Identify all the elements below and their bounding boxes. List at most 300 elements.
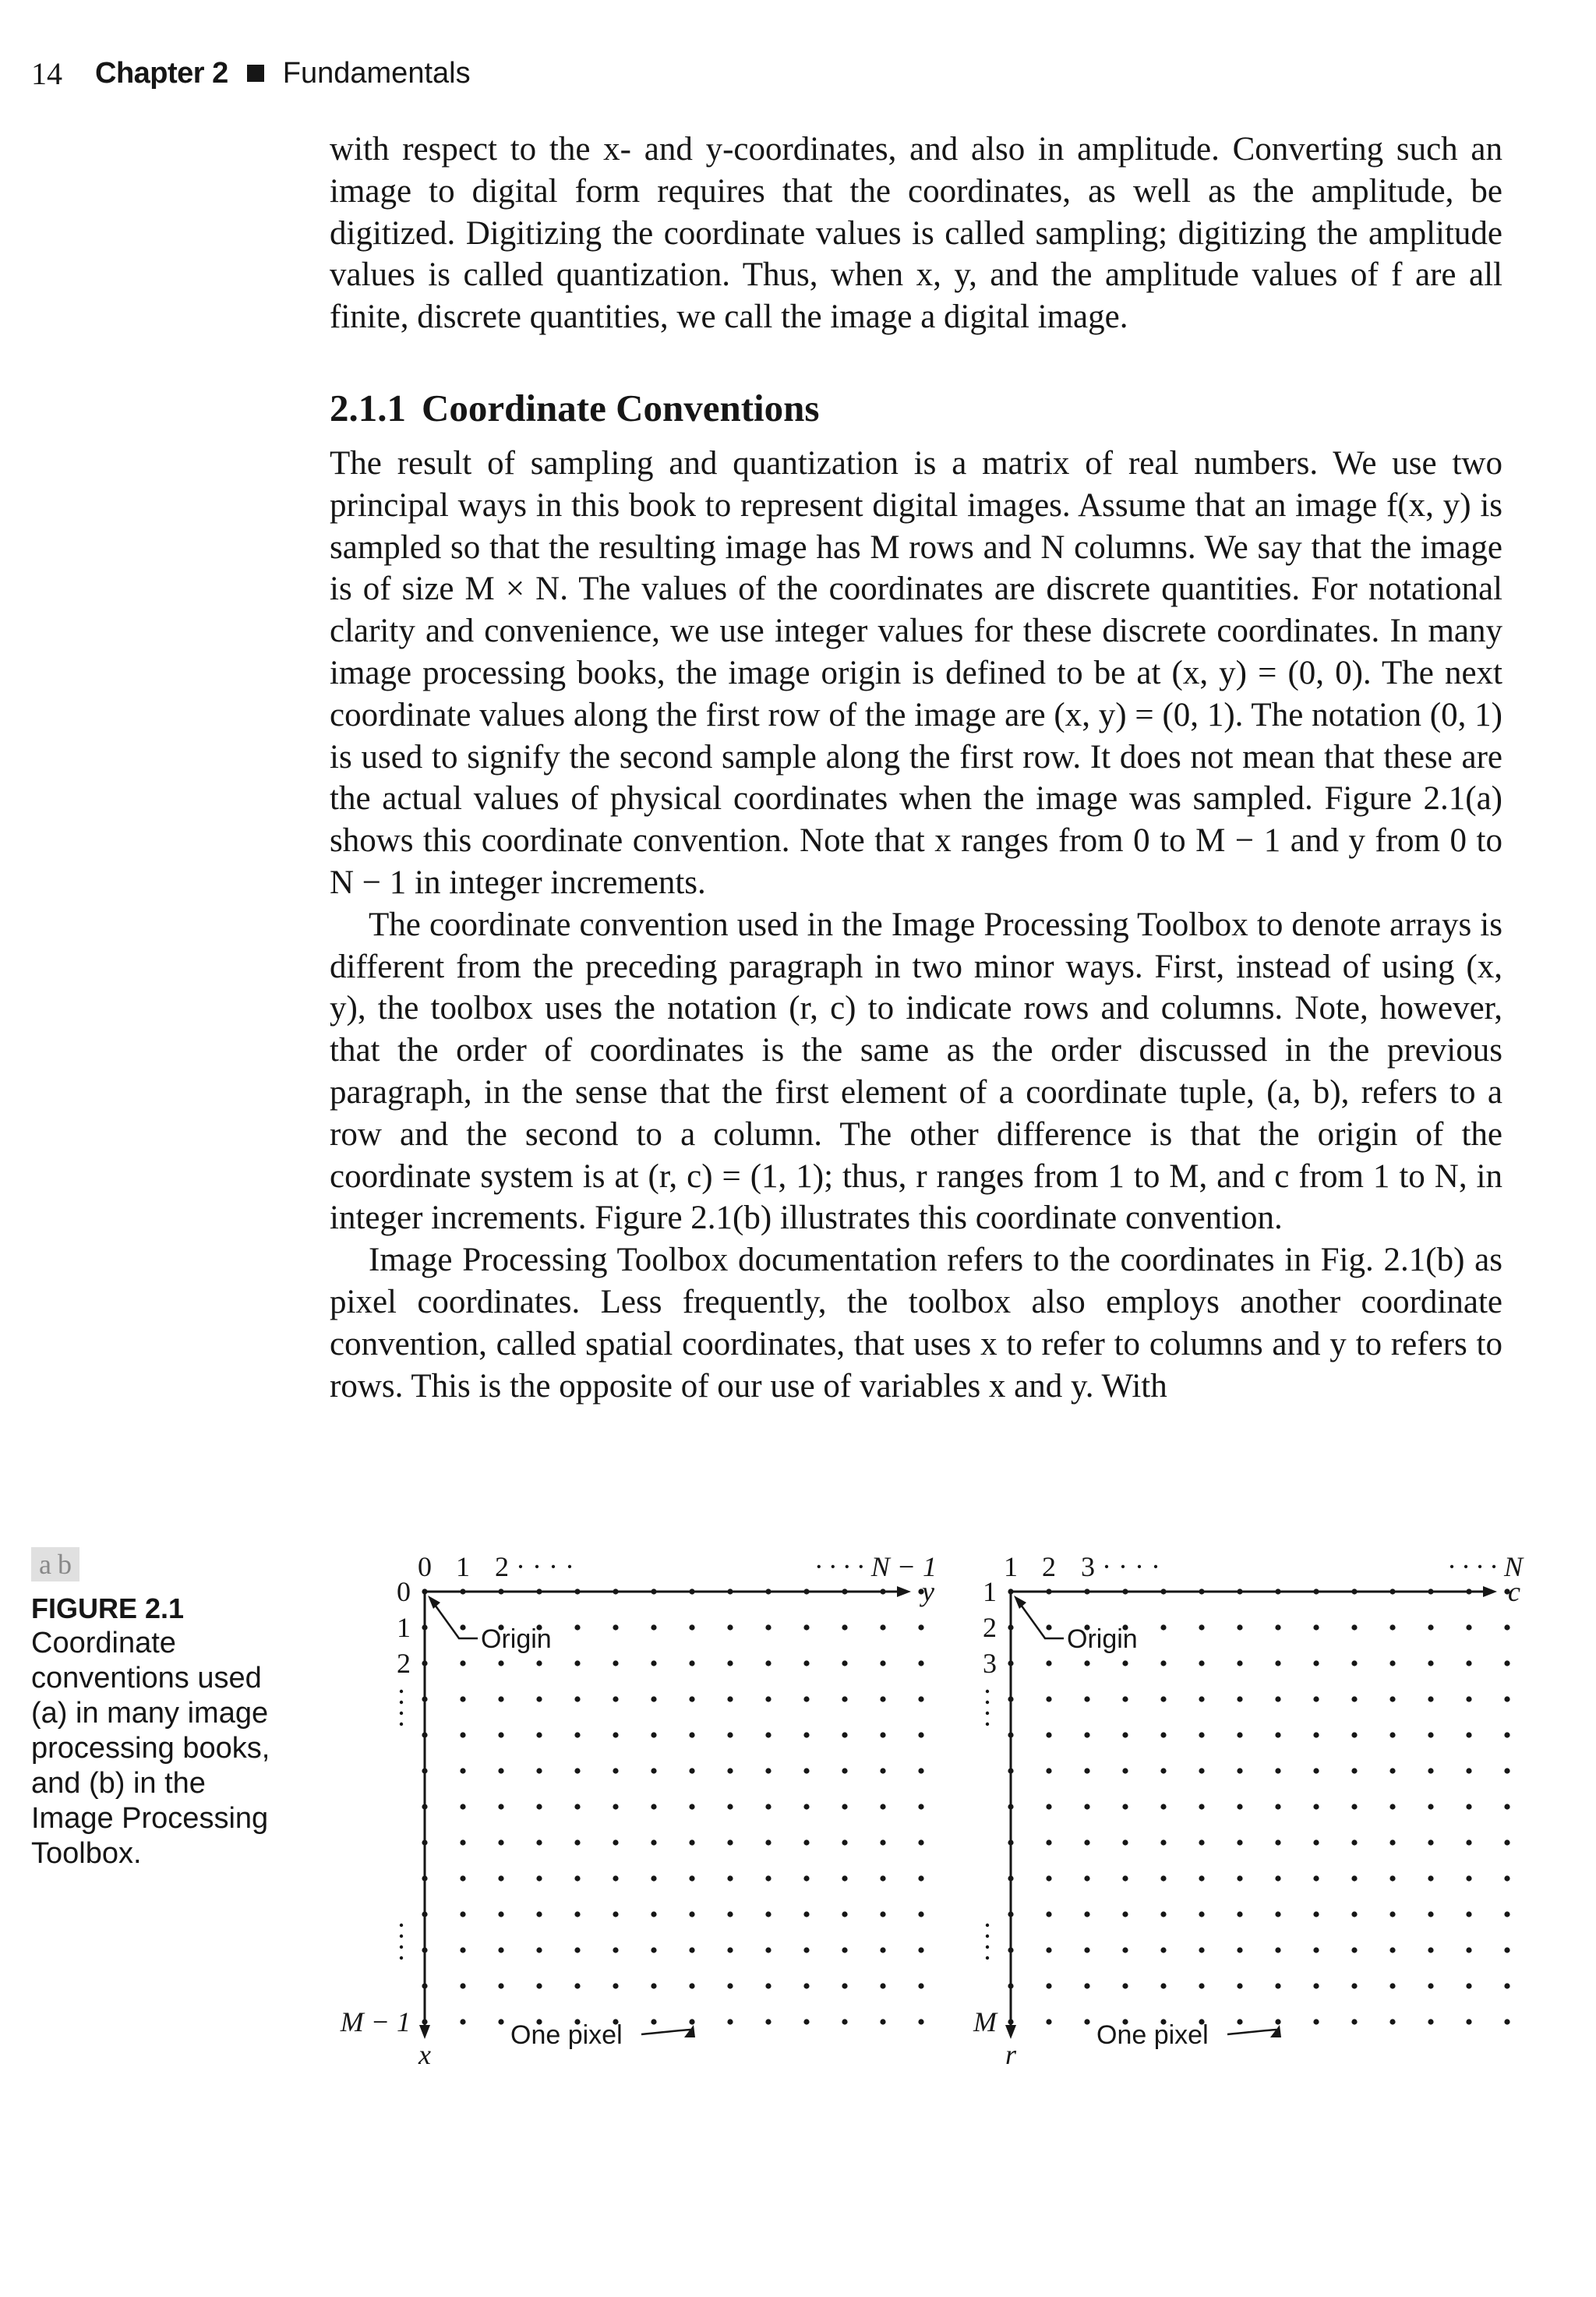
- sample-point: [765, 1624, 771, 1630]
- sample-point: [803, 1875, 809, 1881]
- sample-point: [1237, 1732, 1242, 1737]
- page-number: 14: [31, 55, 62, 91]
- sample-point: [1008, 1839, 1013, 1845]
- origin-pointer-line: [1017, 1599, 1064, 1638]
- sample-point: [1275, 1624, 1280, 1630]
- sample-point: [1313, 1911, 1319, 1917]
- chapter-label: Chapter 2: [95, 56, 228, 90]
- sample-point: [803, 1588, 809, 1594]
- sample-point: [1046, 1947, 1051, 1952]
- sample-point: [1160, 1875, 1166, 1881]
- sample-point: [422, 1624, 427, 1630]
- col-tick-label: 0: [418, 1551, 432, 1582]
- sample-point: [574, 1839, 580, 1845]
- sample-point: [536, 1947, 542, 1952]
- sample-point: [1428, 1983, 1433, 1988]
- sample-point: [842, 1947, 847, 1952]
- sample-point: [918, 1732, 923, 1737]
- sample-point: [1008, 1660, 1013, 1666]
- sample-point: [842, 1624, 847, 1630]
- sample-point: [803, 1732, 809, 1737]
- paragraph-3: Image Processing Toolbox documentation refers to the coordinates in Fig. 2.1(b) as pixel coordinates. Less frequently, the toolbox also employs another coordinate convention, called spatial coordinates, that uses x to refer to columns and y to refers to rows. This is the opposite of our use of variables x and y. With: [330, 1242, 1502, 1405]
- sample-point: [1428, 2019, 1433, 2024]
- sample-point: [613, 1875, 618, 1881]
- horizontal-axis-arrow-icon: [1483, 1586, 1497, 1597]
- sample-point: [1428, 1696, 1433, 1702]
- sample-point: [1313, 1947, 1319, 1952]
- sample-point: [574, 1875, 580, 1881]
- sample-point: [1504, 1732, 1509, 1737]
- sample-point: [1084, 1660, 1089, 1666]
- row-ellipsis-dot: [986, 1956, 989, 1960]
- row-ellipsis-dot: [400, 1712, 403, 1715]
- sample-point: [1428, 1947, 1433, 1952]
- sample-point: [422, 1875, 427, 1881]
- sample-point: [918, 2019, 923, 2024]
- caption-text: Coordinate conventions used (a) in many image processing books, and (b) in the Image Processing Toolbox.: [31, 1627, 270, 1870]
- sample-point: [727, 1624, 733, 1630]
- sample-point: [918, 1804, 923, 1809]
- sample-point: [1313, 1875, 1319, 1881]
- sample-point: [1160, 1768, 1166, 1773]
- sample-point: [1084, 1696, 1089, 1702]
- sample-point: [1008, 1875, 1013, 1881]
- sample-point: [613, 1983, 618, 1988]
- sample-point: [1008, 1732, 1013, 1737]
- sample-point: [1008, 1768, 1013, 1773]
- sample-point: [1351, 1839, 1357, 1845]
- sample-point: [1199, 1875, 1204, 1881]
- sample-point: [1351, 1983, 1357, 1988]
- sample-point: [1351, 1947, 1357, 1952]
- sample-point: [1466, 1660, 1471, 1666]
- sample-point: [1351, 1696, 1357, 1702]
- sample-point: [1084, 1911, 1089, 1917]
- sample-point: [1122, 1804, 1128, 1809]
- sample-point: [689, 1875, 694, 1881]
- sample-point: [1199, 1588, 1204, 1594]
- sample-point: [803, 1947, 809, 1952]
- sample-point: [1008, 1983, 1013, 1988]
- sample-point: [1199, 1624, 1204, 1630]
- sample-point: [422, 1696, 427, 1702]
- sample-point: [1008, 2019, 1013, 2024]
- sample-point: [765, 1768, 771, 1773]
- sample-point: [880, 1875, 885, 1881]
- sample-point: [651, 1660, 656, 1666]
- sample-point: [1084, 2019, 1089, 2024]
- sample-point: [1275, 1696, 1280, 1702]
- sample-point: [880, 1624, 885, 1630]
- sample-point: [422, 1732, 427, 1737]
- sample-point: [1466, 1696, 1471, 1702]
- sample-point: [842, 1696, 847, 1702]
- col-tick-label: · · · · N: [1447, 1551, 1523, 1582]
- sample-point: [498, 1947, 503, 1952]
- sample-point: [1466, 1624, 1471, 1630]
- sample-point: [1160, 1660, 1166, 1666]
- row-ellipsis-dot: [986, 1712, 989, 1715]
- sample-point: [727, 2019, 733, 2024]
- sample-point: [1351, 1588, 1357, 1594]
- sample-point: [1237, 1624, 1242, 1630]
- sample-point: [1237, 1696, 1242, 1702]
- sample-point: [1504, 1911, 1509, 1917]
- sample-point: [1237, 1875, 1242, 1881]
- sample-point: [880, 1839, 885, 1845]
- sample-point: [613, 1624, 618, 1630]
- sample-point: [574, 1911, 580, 1917]
- sample-point: [1389, 1839, 1395, 1845]
- sample-point: [1122, 1911, 1128, 1917]
- sample-point: [1046, 1732, 1051, 1737]
- sample-point: [1046, 1875, 1051, 1881]
- sample-point: [1199, 1732, 1204, 1737]
- sample-point: [651, 1983, 656, 1988]
- sample-point: [1504, 2019, 1509, 2024]
- sample-point: [727, 1660, 733, 1666]
- sample-point: [1237, 1804, 1242, 1809]
- sample-point: [1237, 1911, 1242, 1917]
- sample-point: [1237, 1660, 1242, 1666]
- sample-point: [498, 1660, 503, 1666]
- sample-point: [727, 1804, 733, 1809]
- sample-point: [1046, 1624, 1051, 1630]
- sample-point: [1084, 1768, 1089, 1773]
- sample-point: [1313, 2019, 1319, 2024]
- sample-point: [689, 1588, 694, 1594]
- figure-label: FIGURE 2.1: [31, 1592, 185, 1624]
- sample-point: [842, 1839, 847, 1845]
- sample-point: [1351, 1804, 1357, 1809]
- sample-point: [1160, 1732, 1166, 1737]
- sample-point: [1466, 1911, 1471, 1917]
- sample-point: [1466, 1732, 1471, 1737]
- sample-point: [460, 1732, 465, 1737]
- sample-point: [1122, 1839, 1128, 1845]
- sample-point: [1504, 1875, 1509, 1881]
- sample-point: [1084, 1947, 1089, 1952]
- sample-point: [536, 1588, 542, 1594]
- sample-point: [613, 1839, 618, 1845]
- sample-point: [1351, 1875, 1357, 1881]
- sample-point: [765, 1947, 771, 1952]
- sample-point: [1351, 1624, 1357, 1630]
- sample-point: [613, 1804, 618, 1809]
- sample-point: [1428, 1804, 1433, 1809]
- sample-point: [842, 1911, 847, 1917]
- sample-point: [651, 1696, 656, 1702]
- sample-point: [1504, 1696, 1509, 1702]
- sample-point: [1237, 1947, 1242, 1952]
- sample-point: [613, 1588, 618, 1594]
- sample-point: [1389, 1983, 1395, 1988]
- sample-point: [880, 1588, 885, 1594]
- sample-point: [842, 1804, 847, 1809]
- sample-point: [842, 1875, 847, 1881]
- sample-point: [1160, 1588, 1166, 1594]
- sample-point: [574, 1804, 580, 1809]
- sample-point: [1275, 1947, 1280, 1952]
- sample-point: [1466, 1983, 1471, 1988]
- sample-point: [689, 1768, 694, 1773]
- vertical-axis-arrow-icon: [419, 2025, 430, 2039]
- sample-point: [880, 1947, 885, 1952]
- origin-arrow-icon: [428, 1596, 440, 1609]
- sample-point: [1046, 1768, 1051, 1773]
- sample-point: [842, 1983, 847, 1988]
- sample-point: [498, 1768, 503, 1773]
- section-number: 2.1.1: [330, 387, 406, 429]
- row-ellipsis-dot: [400, 1945, 403, 1949]
- row-ellipsis-dot: [400, 1690, 403, 1693]
- sample-point: [1389, 1624, 1395, 1630]
- origin-arrow-icon: [1014, 1596, 1026, 1609]
- sample-point: [651, 1875, 656, 1881]
- sample-point: [1428, 1624, 1433, 1630]
- sample-point: [918, 1660, 923, 1666]
- sample-point: [422, 1911, 427, 1917]
- sample-point: [422, 1983, 427, 1988]
- sample-point: [1275, 1588, 1280, 1594]
- sample-point: [1122, 1660, 1128, 1666]
- sample-point: [1084, 1839, 1089, 1845]
- sample-point: [1275, 1875, 1280, 1881]
- sample-point: [1122, 1732, 1128, 1737]
- sample-point: [1351, 1911, 1357, 1917]
- sample-point: [765, 1732, 771, 1737]
- one-pixel-label: One pixel: [510, 2020, 623, 2050]
- section-title: Coordinate Conventions: [422, 387, 820, 429]
- row-ellipsis-dot: [986, 1723, 989, 1726]
- sample-point: [689, 1983, 694, 1988]
- sample-point: [1466, 2019, 1471, 2024]
- sample-point: [536, 1696, 542, 1702]
- sample-point: [1275, 1768, 1280, 1773]
- sample-point: [1160, 1947, 1166, 1952]
- sample-point: [1428, 1732, 1433, 1737]
- sample-point: [498, 1804, 503, 1809]
- panel-letter-b: b: [57, 1549, 72, 1580]
- sample-point: [1313, 1983, 1319, 1988]
- sample-point: [1428, 1911, 1433, 1917]
- vertical-axis-arrow-icon: [1005, 2025, 1016, 2039]
- one-pixel-arrow-icon: [684, 2025, 695, 2037]
- row-tick-label: 3: [983, 1648, 997, 1679]
- sample-point: [689, 2019, 694, 2024]
- sample-point: [651, 1624, 656, 1630]
- vertical-axis-label: r: [1005, 2039, 1017, 2070]
- sample-point: [1237, 2019, 1242, 2024]
- sample-point: [1389, 1947, 1395, 1952]
- sample-point: [498, 1839, 503, 1845]
- sample-point: [613, 1911, 618, 1917]
- sample-point: [1046, 1804, 1051, 1809]
- sample-point: [613, 1947, 618, 1952]
- sample-point: [1046, 1983, 1051, 1988]
- sample-point: [1504, 1947, 1509, 1952]
- sample-point: [574, 1696, 580, 1702]
- sample-point: [651, 1732, 656, 1737]
- sample-point: [1199, 1768, 1204, 1773]
- sample-point: [689, 1804, 694, 1809]
- horizontal-axis-label: y: [922, 1576, 934, 1607]
- sample-point: [1084, 1588, 1089, 1594]
- sample-point: [765, 1839, 771, 1845]
- sample-point: [536, 1768, 542, 1773]
- row-ellipsis-dot: [986, 1935, 989, 1938]
- sample-point: [651, 1839, 656, 1845]
- sample-point: [1351, 2019, 1357, 2024]
- sample-point: [498, 1696, 503, 1702]
- sample-point: [918, 1983, 923, 1988]
- sample-point: [918, 1947, 923, 1952]
- sample-point: [574, 1983, 580, 1988]
- sample-point: [1237, 1839, 1242, 1845]
- sample-point: [536, 1804, 542, 1809]
- sample-point: [1046, 1588, 1051, 1594]
- sample-point: [1466, 1804, 1471, 1809]
- row-ellipsis-dot: [400, 1701, 403, 1704]
- sample-point: [880, 1804, 885, 1809]
- sample-point: [1275, 1839, 1280, 1845]
- sample-point: [918, 1875, 923, 1881]
- sample-point: [651, 1804, 656, 1809]
- one-pixel-pointer-line: [1227, 2030, 1276, 2034]
- sample-point: [765, 1983, 771, 1988]
- sample-point: [1504, 1839, 1509, 1845]
- sample-point: [1389, 1804, 1395, 1809]
- sample-point: [1504, 1983, 1509, 1988]
- sample-point: [498, 2019, 503, 2024]
- horizontal-axis-arrow-icon: [897, 1586, 911, 1597]
- sample-point: [689, 1624, 694, 1630]
- sample-point: [460, 1911, 465, 1917]
- sample-point: [1122, 1588, 1128, 1594]
- sample-point: [880, 1768, 885, 1773]
- sample-point: [1160, 1839, 1166, 1845]
- sample-point: [918, 1624, 923, 1630]
- sample-point: [1046, 2019, 1051, 2024]
- sample-point: [765, 1804, 771, 1809]
- sample-point: [1466, 1768, 1471, 1773]
- sample-point: [1046, 1696, 1051, 1702]
- sample-point: [498, 1983, 503, 1988]
- sample-point: [689, 1947, 694, 1952]
- vertical-axis-label: x: [418, 2039, 431, 2070]
- row-ellipsis-dot: [400, 1723, 403, 1726]
- sample-point: [1313, 1624, 1319, 1630]
- sample-point: [842, 1768, 847, 1773]
- one-pixel-pointer-line: [641, 2030, 690, 2034]
- sample-point: [689, 1732, 694, 1737]
- sample-point: [460, 1839, 465, 1845]
- sample-point: [765, 1588, 771, 1594]
- sample-point: [1275, 1732, 1280, 1737]
- sample-point: [880, 1732, 885, 1737]
- sample-point: [842, 1588, 847, 1594]
- sample-point: [460, 1804, 465, 1809]
- sample-point: [1046, 1660, 1051, 1666]
- paragraph-text: with respect to the x- and y-coordinates, and also in amplitude. Converting such an image to digital form requires that the coordinates, as well as the amplitude, be digitized. Digitizing the coordinate values is called sampling; digitizing the amplitude values is called quantization. Thus, when x, y, and the amplitude values of f are all finite, discrete quantities, we call the image a digital image.: [330, 131, 1502, 336]
- sample-point: [1275, 2019, 1280, 2024]
- sample-point: [536, 1911, 542, 1917]
- sample-point: [613, 1732, 618, 1737]
- paragraph-1: The result of sampling and quantization is a matrix of real numbers. We use two principal ways in this book to represent digital images. Assume that an image f(x, y) is sampled so that the resulting image has M rows and N columns. We say that the image is of size M × N. The values of the coordinates are discrete quantities. For notational clarity and convenience, we use integer values for these discrete coordinates. In many image processing books, the image origin is defined to be at (x, y) = (0, 0). The next coordinate values along the first row of the image are (x, y) = (0, 1). The notation (0, 1) is used to signify the second sample along the first row. It does not mean that these are the actual values of physical coordinates when the image was sampled. Figure 2.1(a) shows this coordinate convention. Note that x ranges from 0 to M − 1 and y from 0 to N − 1 in integer increments.: [330, 445, 1502, 901]
- sample-point: [918, 1768, 923, 1773]
- row-ellipsis-dot: [986, 1690, 989, 1693]
- sample-point: [422, 1804, 427, 1809]
- row-ellipsis-dot: [400, 1935, 403, 1938]
- one-pixel-arrow-icon: [1270, 2025, 1281, 2037]
- sample-point: [765, 1875, 771, 1881]
- sample-point: [727, 1983, 733, 1988]
- sample-point: [613, 1696, 618, 1702]
- sample-point: [1313, 1768, 1319, 1773]
- sample-point: [1313, 1588, 1319, 1594]
- row-tick-label: M − 1: [340, 2006, 411, 2037]
- sample-point: [1122, 1696, 1128, 1702]
- sample-point: [651, 2019, 656, 2024]
- row-tick-label: 1: [397, 1612, 411, 1643]
- row-tick-label: 2: [397, 1648, 411, 1679]
- sample-point: [1389, 1911, 1395, 1917]
- sample-point: [1084, 1732, 1089, 1737]
- sample-point: [1275, 1804, 1280, 1809]
- row-tick-label: 0: [397, 1576, 411, 1607]
- sample-point: [498, 1875, 503, 1881]
- sample-point: [1122, 1983, 1128, 1988]
- sample-point: [1084, 1804, 1089, 1809]
- sample-point: [1313, 1660, 1319, 1666]
- sample-point: [1428, 1660, 1433, 1666]
- sample-point: [1199, 1804, 1204, 1809]
- sample-point: [1313, 1804, 1319, 1809]
- sample-point: [1389, 1732, 1395, 1737]
- sample-point: [689, 1696, 694, 1702]
- sample-point: [765, 1660, 771, 1666]
- sample-point: [727, 1696, 733, 1702]
- sample-point: [574, 1588, 580, 1594]
- sample-point: [1275, 1911, 1280, 1917]
- sample-point: [689, 1839, 694, 1845]
- sample-point: [1160, 1983, 1166, 1988]
- sample-point: [1008, 1624, 1013, 1630]
- sample-point: [1008, 1696, 1013, 1702]
- sample-point: [1466, 1875, 1471, 1881]
- sample-point: [498, 1588, 503, 1594]
- sample-point: [1428, 1839, 1433, 1845]
- sample-point: [1122, 1875, 1128, 1881]
- panel-a-grid: [340, 1551, 937, 2070]
- sample-point: [651, 1588, 656, 1594]
- sample-point: [1199, 1660, 1204, 1666]
- sample-point: [460, 1983, 465, 1988]
- sample-point: [918, 1911, 923, 1917]
- sample-point: [1504, 1624, 1509, 1630]
- sample-point: [842, 1732, 847, 1737]
- sample-point: [880, 1911, 885, 1917]
- one-pixel-label: One pixel: [1096, 2020, 1209, 2050]
- sample-point: [765, 2019, 771, 2024]
- sample-point: [727, 1911, 733, 1917]
- row-ellipsis-dot: [986, 1924, 989, 1927]
- sample-point: [1237, 1768, 1242, 1773]
- sample-point: [1351, 1768, 1357, 1773]
- sample-point: [803, 1839, 809, 1845]
- sample-point: [689, 1660, 694, 1666]
- sample-point: [1389, 1875, 1395, 1881]
